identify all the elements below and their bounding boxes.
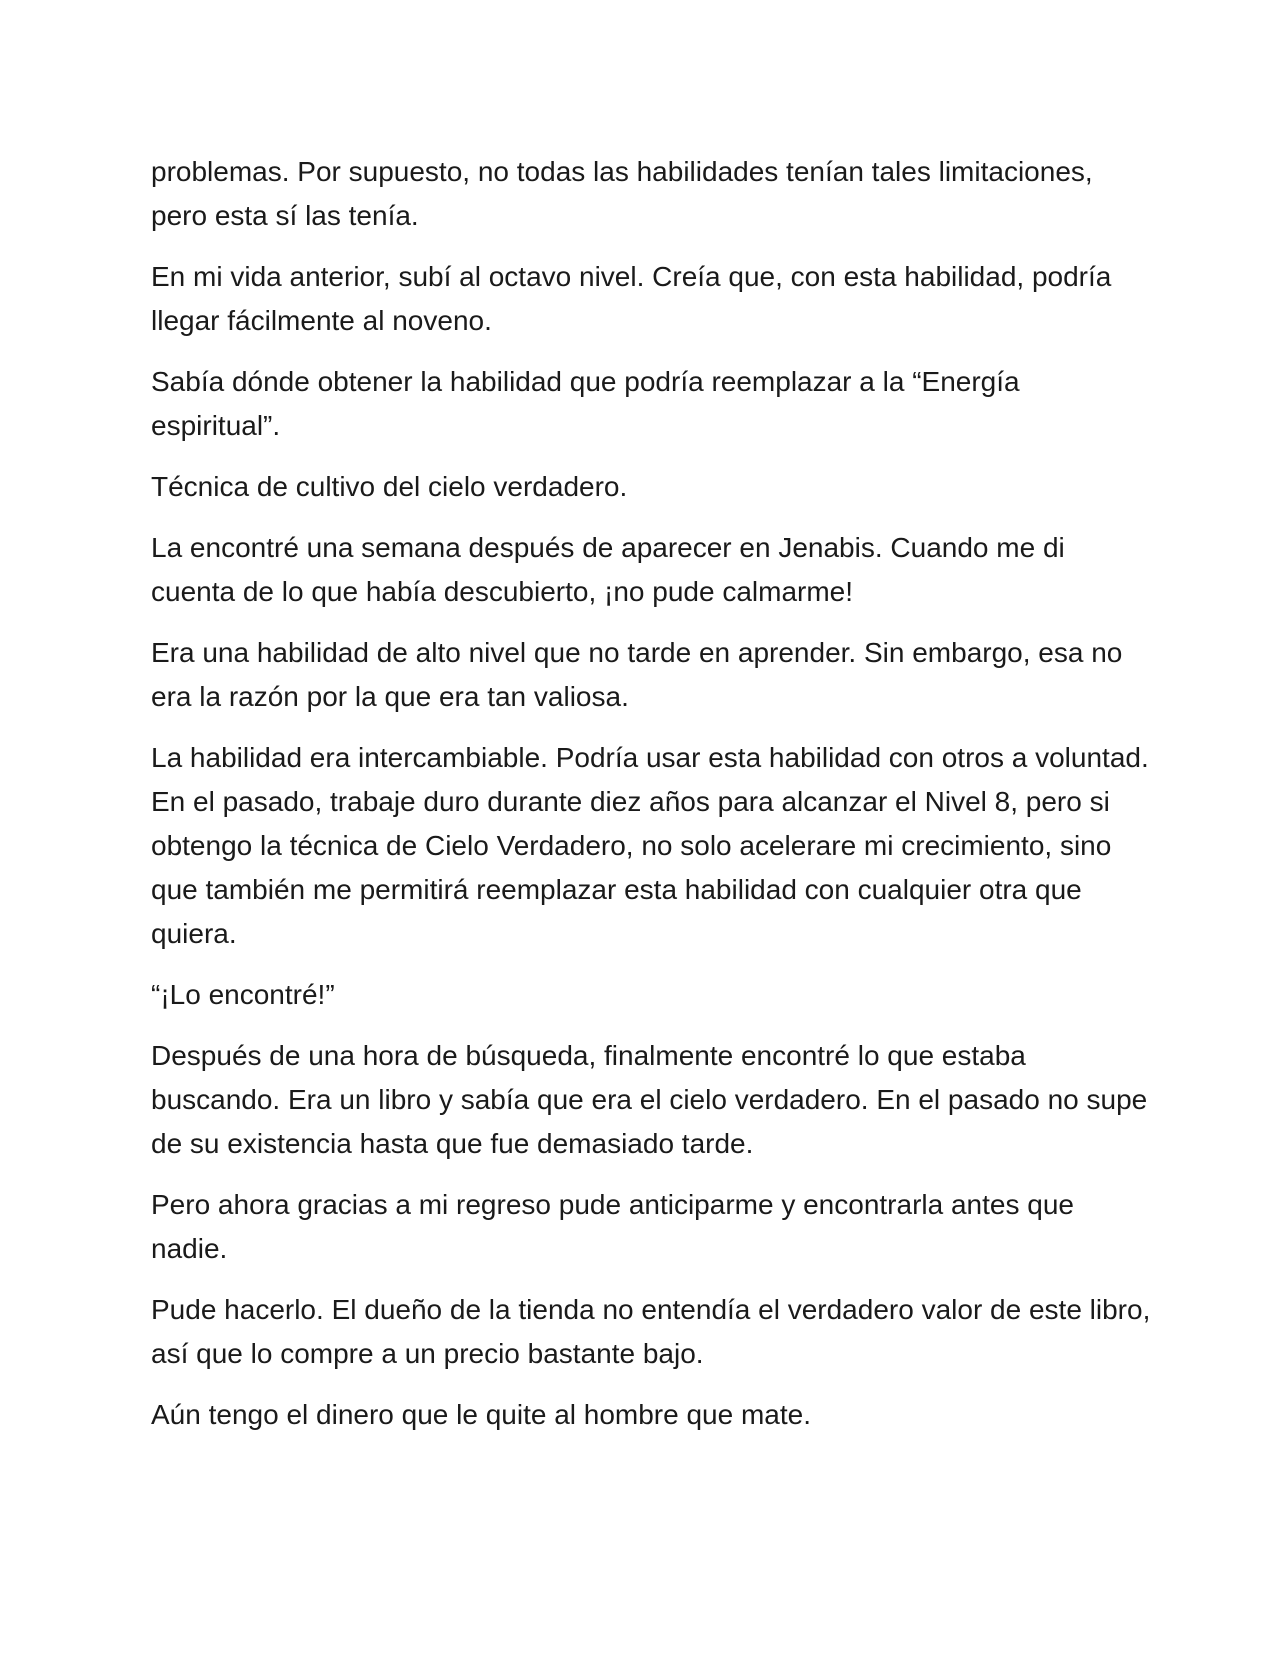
paragraph: Pude hacerlo. El dueño de la tienda no entendía el verdadero valor de este libro, así que lo compre a un precio bastante bajo. xyxy=(151,1294,1151,1369)
paragraph: Después de una hora de búsqueda, finalmente encontré lo que estaba buscando. Era un libro y sabía que era el cielo verdadero. En el pasado no supe de su existencia hasta que fue demasiado tarde. xyxy=(151,1040,1148,1159)
paragraph: Era una habilidad de alto nivel que no tarde en aprender. Sin embargo, esa no era la razón por la que era tan valiosa. xyxy=(151,637,1123,712)
paragraph: Aún tengo el dinero que le quite al hombre que mate. xyxy=(151,1399,812,1430)
paragraph: Pero ahora gracias a mi regreso pude anticiparme y encontrarla antes que nadie. xyxy=(151,1189,1074,1264)
paragraph: Técnica de cultivo del cielo verdadero. xyxy=(151,471,628,502)
paragraph: problemas. Por supuesto, no todas las habilidades tenían tales limitaciones, pero esta sí las tenía. xyxy=(151,156,1093,231)
body-text xyxy=(151,150,1151,1454)
paragraph: La encontré una semana después de aparecer en Jenabis. Cuando me di cuenta de lo que había descubierto, ¡no pude calmarme! xyxy=(151,532,1065,607)
paragraph: En mi vida anterior, subí al octavo nivel. Creía que, con esta habilidad, podría llegar fácilmente al noveno. xyxy=(151,261,1112,336)
paragraph: Sabía dónde obtener la habilidad que podría reemplazar a la “Energía espiritual”. xyxy=(151,366,1020,441)
paragraph: “¡Lo encontré!” xyxy=(151,979,335,1010)
paragraph: La habilidad era intercambiable. Podría usar esta habilidad con otros a voluntad. En el pasado, trabaje duro durante diez años para alcanzar el Nivel 8, pero si obtengo la técnica de Cielo Verdadero, no solo acelerare mi crecimiento, sino que también me permitirá reemplazar esta habilidad con cualquier otra que quiera. xyxy=(151,742,1149,949)
